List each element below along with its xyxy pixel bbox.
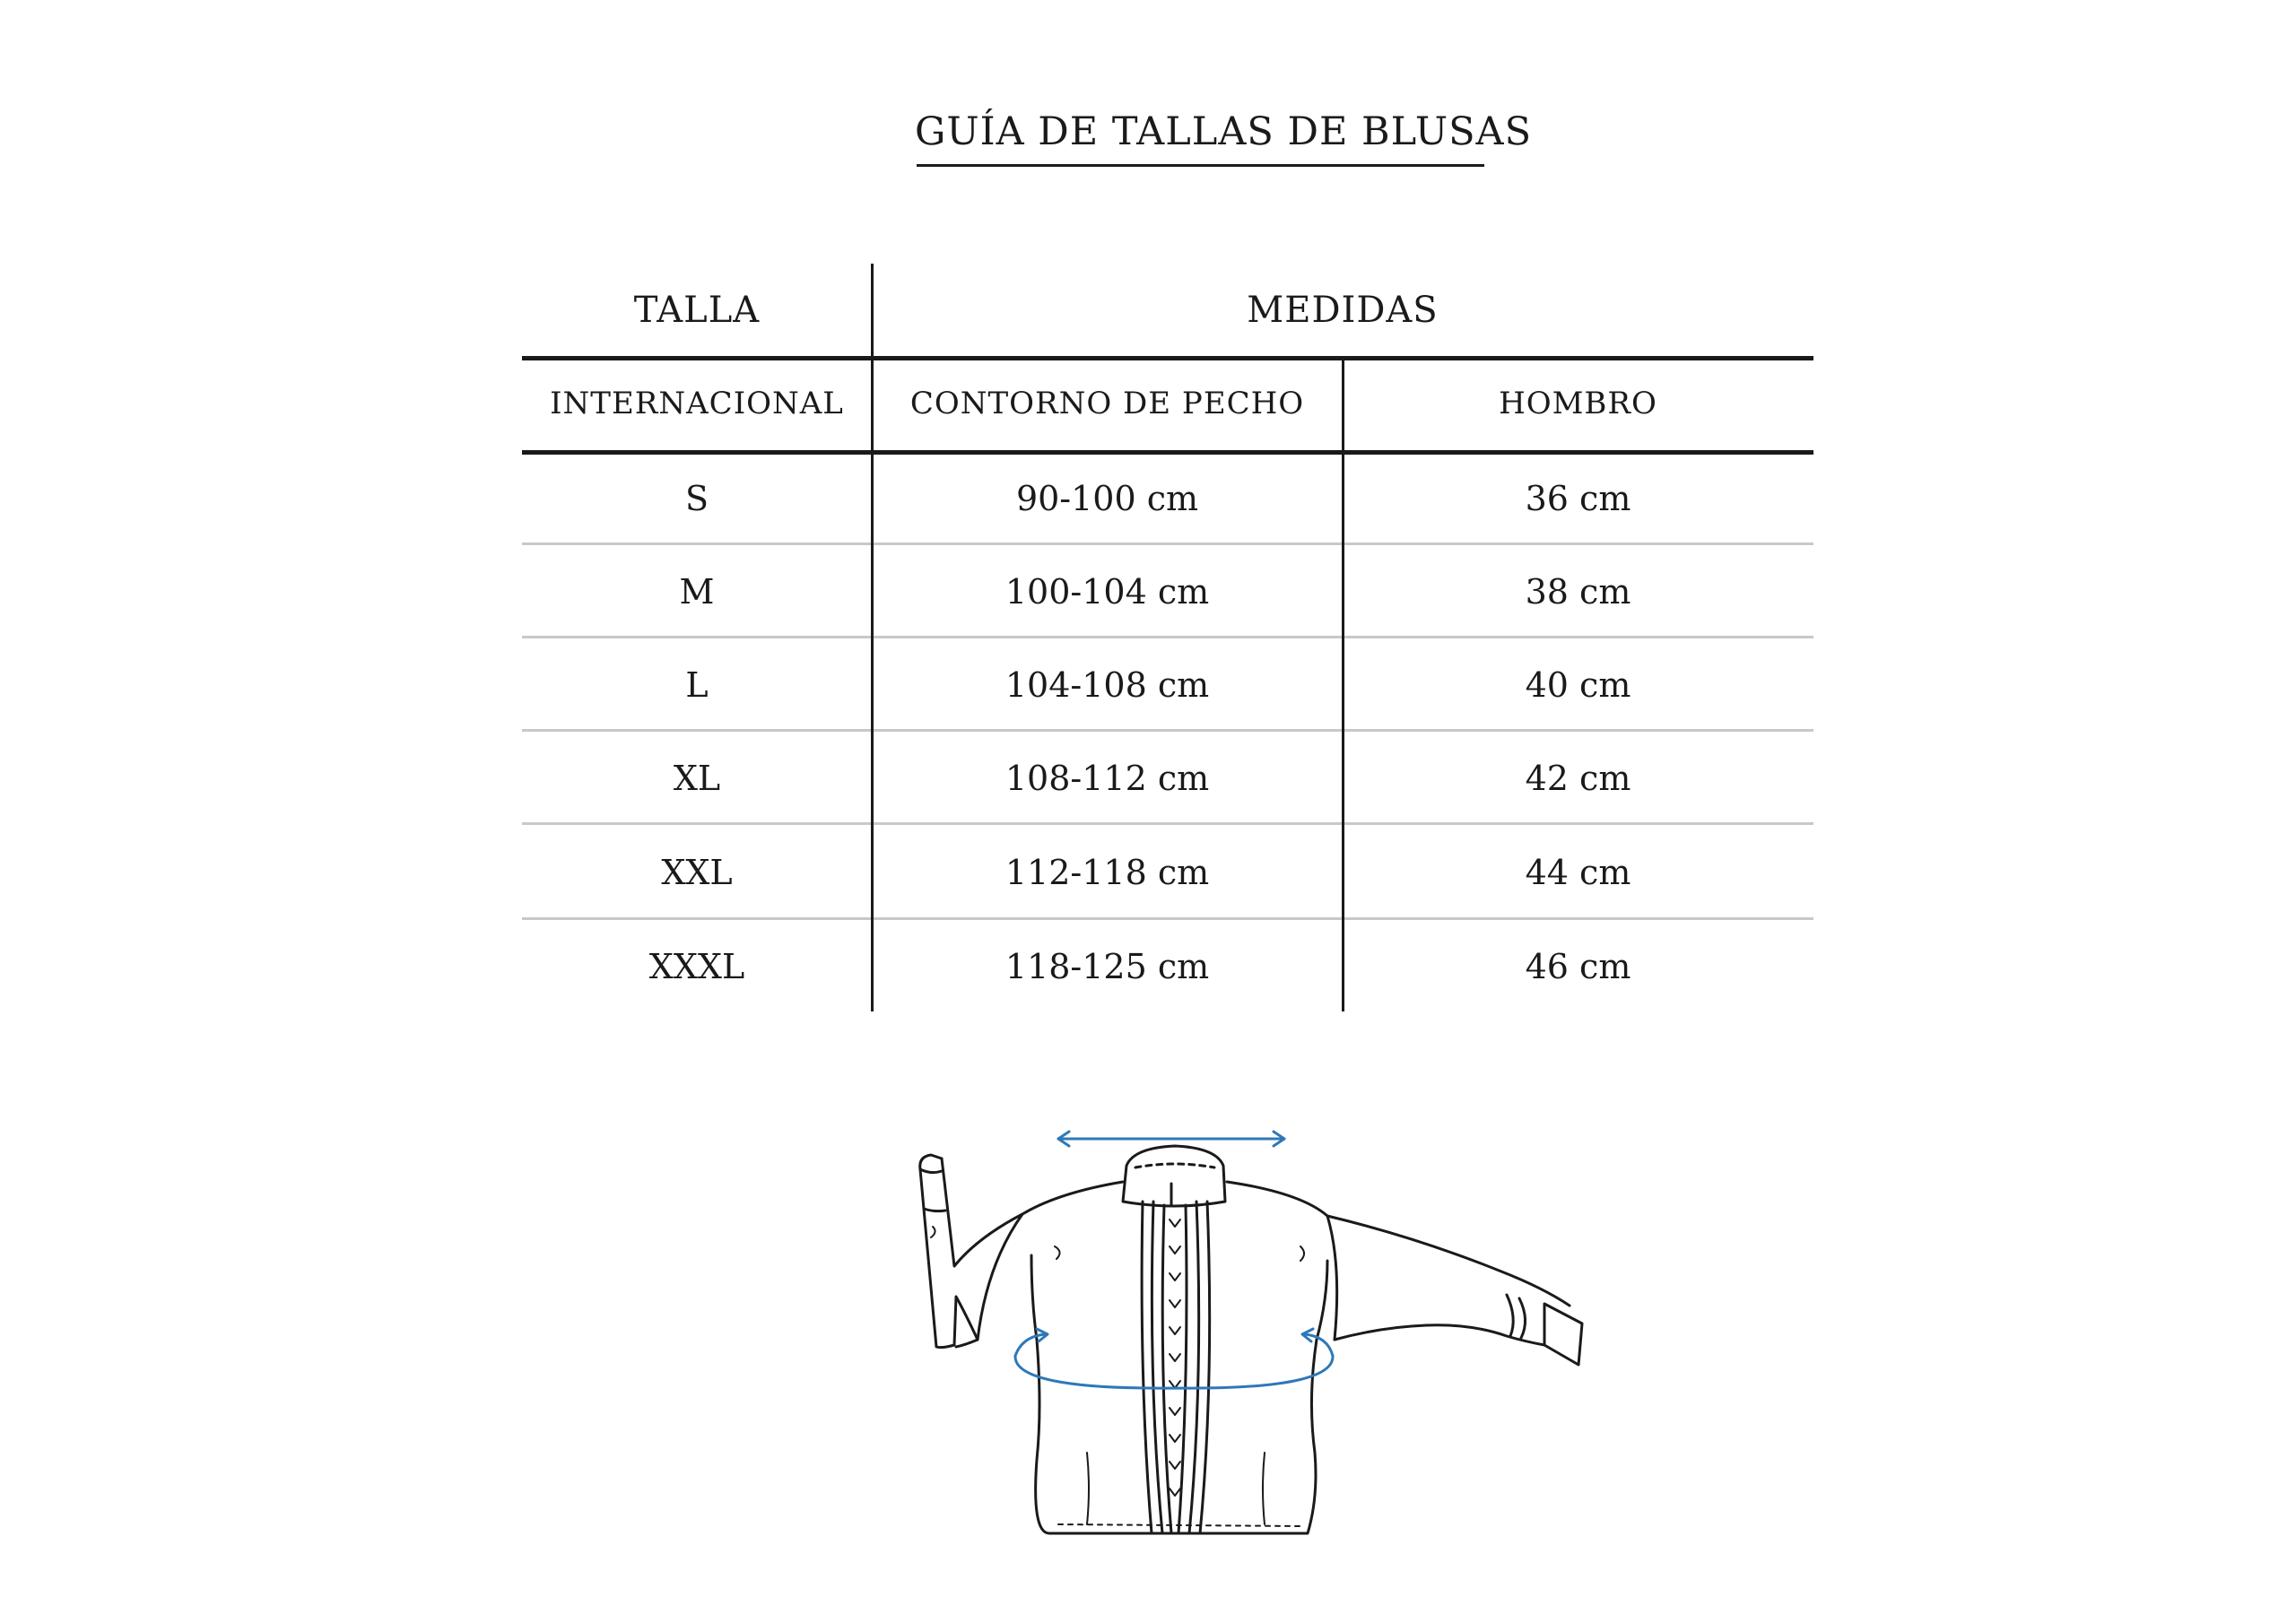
cell-size: XXL [661,853,733,892]
cell-size: L [685,664,709,705]
title-underline [917,164,1484,167]
header-measures: MEDIDAS [1247,290,1439,331]
subheader-chest: CONTORNO DE PECHO [909,386,1305,421]
cell-chest: 108-112 cm [1004,758,1210,798]
size-table [522,264,1813,1017]
column-divider [871,264,874,1011]
cell-shoulder: 46 cm [1525,947,1631,986]
header-rule [522,356,1813,360]
cell-chest: 104-108 cm [1004,664,1210,705]
header-rule [522,450,1813,455]
row-divider [522,729,1813,732]
header-size: TALLA [633,290,761,331]
cell-shoulder: 38 cm [1525,571,1631,612]
cell-shoulder: 42 cm [1525,758,1631,798]
page-title: GUÍA DE TALLAS DE BLUSAS [915,109,1533,154]
row-divider [522,822,1813,825]
cell-size: S [684,479,709,518]
row-divider [522,542,1813,545]
cell-chest: 90-100 cm [1015,479,1199,518]
row-divider [522,917,1813,920]
column-divider [1342,358,1344,1011]
cell-chest: 100-104 cm [1004,571,1210,612]
cell-shoulder: 44 cm [1525,853,1631,892]
cell-size: M [679,571,715,612]
subheader-shoulder: HOMBRO [1499,386,1657,421]
blouse-measurement-icon [879,1112,1632,1560]
cell-size: XL [673,758,721,798]
cell-chest: 112-118 cm [1004,853,1210,892]
cell-shoulder: 40 cm [1525,664,1631,705]
cell-size: XXXL [648,947,745,986]
cell-chest: 118-125 cm [1004,947,1210,986]
cell-shoulder: 36 cm [1525,479,1631,518]
row-divider [522,636,1813,638]
subheader-international: INTERNACIONAL [550,386,844,421]
